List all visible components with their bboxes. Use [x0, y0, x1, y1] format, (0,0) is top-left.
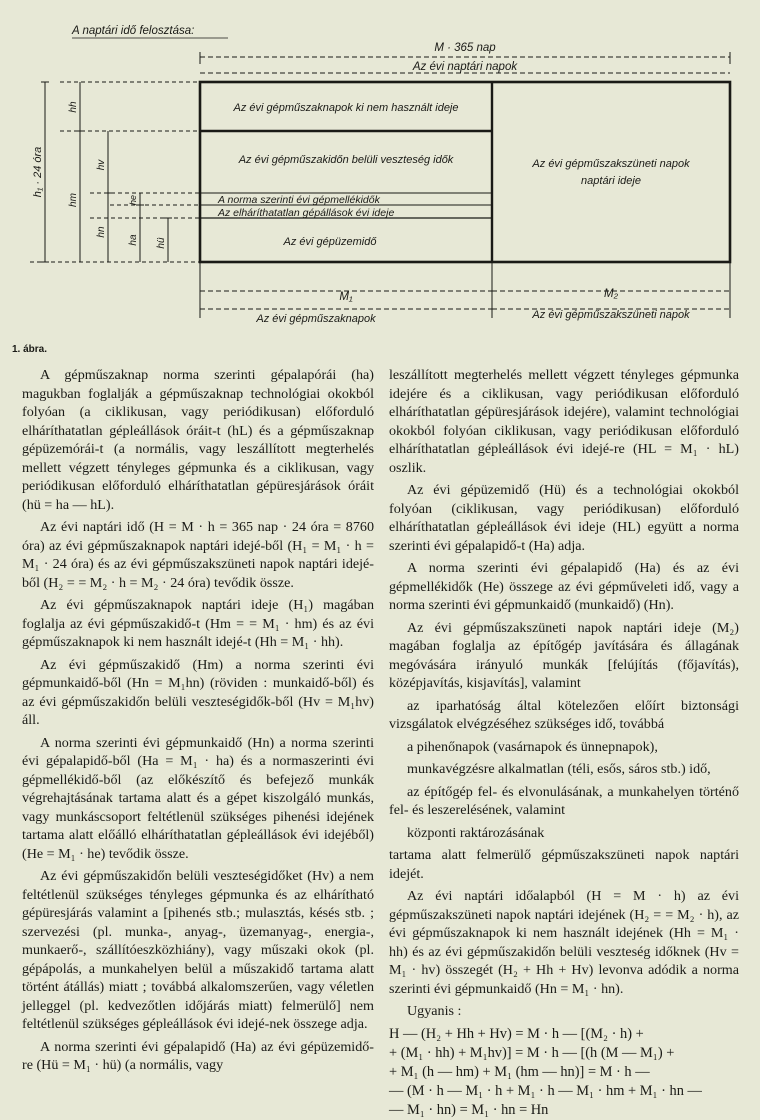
row2-label: Az évi gépműszakidőn belüli veszteség idők [238, 154, 454, 166]
figure-title: A naptári idő felosztása: [72, 25, 195, 37]
right-paragraph: leszállított megterhelés mellett végzett tényleges gépmunka idejére és a ciklikusan, vagy periódikusan előforduló elháríthatatlan gépüresjárások idejére), valamint technológiai okokból folyóan ciklikusan, vagy periódikusan előforduló elháríthatatlan gépleállások évi idejé-re (HL = M₁ · hL) oszlik. [389, 367, 739, 476]
left-paragraph: Az évi gépműszaknapok naptári ideje (H₁) magában foglalja az évi gépműszakidő-t (Hm = = M₁ · hm) és az évi gépműszaknapok ki nem használt idejé-t (Hh = M₁ · hh). [22, 597, 374, 650]
right-paragraph: az iparhatóság által kötelezően előírt biztonsági vizsgálatok elvégzéséhez szükséges idő, továbbá [389, 697, 739, 732]
hv-label: hv [96, 159, 107, 171]
top-total-label: M · 365 nap [434, 42, 496, 54]
left-paragraph: Az évi gépműszakidő (Hm) a norma szerinti évi gépmunkaidő-ből (Hn = M₁hn) (röviden : munkaidő-ből) és az évi gépműszakidőn belüli veszteségidők-ből (Hv = M₁hv) áll. [22, 656, 374, 728]
left-paragraph: A norma szerinti évi gépmunkaidő (Hn) a norma szerinti évi gépalapidő-ből (Ha = M₁ · ha) és a normaszerinti évi gépmellékidő-ből (az előkészítő és befejező munkák végrehajtásának tartama alatt és a gépet kiszolgáló munkás, vagy munkáscsoport feltétlenül szükséges pihenési idejének tartama alatt előálló elháríthatatlan gépleállások évi idejéből) (He = M₁ · he) tevődik össze. [22, 734, 374, 862]
left-paragraph: Az évi naptári idő (H = M · h = 365 nap · 24 óra = 8760 óra) az évi gépműszaknapok naptári idejé-ből (H₁ = M₁ · h = M₁ · 24 óra) és az évi gépműszakszüneti napok naptári idejé-ből (H₂ = = M₂ · h = M₂ · 24 óra) tevődik össze. [22, 519, 374, 591]
right-paragraph: Az évi gépüzemidő (Hü) és a technológiai okokból folyóan (ciklikusan, vagy periódikusan) előforduló elháríthatatlan gépleállások évi ideje (HL) együtt a norma szerinti évi gépalapidő-t (Ha) adja. [389, 482, 739, 554]
row4-label: Az elháríthatatlan gépállások évi ideje [218, 207, 395, 219]
right-paragraph: a pihenőnapok (vasárnapok és ünnepnapok), [407, 738, 658, 755]
formula-line: — M₁ · hn) = M₁ · hn = Hn [389, 1101, 549, 1118]
he-label: he [128, 194, 138, 206]
right-paragraph: központi raktározásának [407, 824, 545, 841]
right-paragraph: az építőgép fel- és elvonulásának, a munkahelyen történő fel- és leszerelésének, valamint [389, 783, 739, 818]
right-box-label-2: naptári ideje [581, 175, 641, 187]
right-paragraph: Az évi gépműszakszüneti napok naptári ideje (M₂) magában foglalja az építőgép javítására és állagának megóvására irányuló munkák [felújítás (főjavítás), középjavítás, kisjavítás], valamint [389, 619, 739, 691]
m1-label: M₁ [339, 291, 353, 303]
right-paragraph: Az évi naptári időalapból (H = M · h) az évi gépműszakszüneti napok naptári idejének (H₂ = = M₂ · h), az évi gépműszaknapok ki nem használt idejének (Hh = M₁ · hh) és az évi gépműszakidőn belüli veszteség időknek (Hv = M₁ · hv) összegét (H₂ + Hh + Hv) levonva adódik a norma szerinti évi gépmunkaidő (Hn = M₁ · hn). [389, 888, 739, 997]
left-paragraph: Az évi gépműszakidőn belüli veszteségidőket (Hv) a nem feltétlenül szükséges tényleges gépmunka és az elhárítható gépüresjárás valamint a [pihenés stb.; mulasztás, késés stb. ; szervezési (pl. munka-, anyag-, üzemanyag-, energia-, munkaerő-, szállítóeszközhiány), vagy műszaki okok (pl. gépápolás, a munkahelyen belül a műszakidő tartama alatt történt átállás) miatt ; továbbá alkalomszerűen, vagy véletlen jelleggel (pl. kedvezőtlen időjárás miatt) felmerülő] nem feltétlenül szükséges gépleállások évi idejé-nek összege adja. [22, 868, 374, 1032]
hh-label: hh [68, 101, 79, 113]
right-paragraph: tartama alatt felmerülő gépműszakszüneti napok naptári idejét. [389, 847, 739, 882]
bottom-right-label: Az évi gépműszakszüneti napok [532, 309, 690, 321]
row5-label: Az évi gépüzemidő [283, 236, 377, 248]
right-box-label-1: Az évi gépműszakszüneti napok [532, 158, 690, 170]
bottom-left-label: Az évi gépműszaknapok [256, 313, 376, 325]
right-paragraph: A norma szerinti évi gépalapidő (Ha) és az évi gépmellékidők (He) összege az évi gépműveleti idő, vagy a norma szerinti évi gépmunkaidő (munkaidő) (Hn). [389, 560, 739, 613]
left-paragraph: A gépműszaknap norma szerinti gépalapórái (ha) magukban foglalják a gépműszaknap technológiai okokból folyóan (a ciklikusan, vagy periódikusan) előforduló elháríthatatlan gépleállások óráit-t (hL) és a gépműszaknap gépüzemórái-t (a normális, vagy leszállított megterhelés mellett végzett tényleges gépmunka és a ciklikusan, vagy periódikusan előforduló elháríthatatlan gépüresjárások óráit (hü = ha — hL). [22, 367, 374, 513]
h1-label: h₁ · 24 óra [32, 146, 44, 198]
right-paragraph: munkavégzésre alkalmatlan (téli, esős, sáros stb.) idő, [407, 761, 711, 777]
formula-line: + (M₁ · hh) + M₁hv)] = M · h — [(h (M — M₁) + [389, 1044, 675, 1061]
hn-label: hn [96, 226, 107, 238]
hu-label: hü [156, 237, 167, 249]
formula-line: H — (H₂ + Hh + Hv) = M · h — [(M₂ · h) + [389, 1025, 644, 1042]
time-allocation-diagram [0, 0, 760, 340]
figure-caption: 1. ábra. [12, 344, 48, 355]
right-column [389, 366, 739, 1120]
row1-label: Az évi gépműszaknapok ki nem használt ideje [233, 102, 459, 114]
left-paragraph: A norma szerinti évi gépalapidő (Ha) az évi gépüzemidő-re (Hü = M₁ · hü) (a normális, vagy [22, 1038, 374, 1073]
formula-line: — (M · h — M₁ · h + M₁ · h — M₁ · hm + M₁ · hn — [389, 1082, 702, 1099]
m2-label: M₂ [604, 288, 618, 300]
ha-label: ha [128, 234, 139, 246]
row3-label: A norma szerinti évi gépmellékidők [218, 194, 380, 206]
hm-label: hm [68, 193, 79, 207]
right-paragraph: Ugyanis : [407, 1003, 462, 1019]
formula-line: + M₁ (h — hm) + M₁ (hm — hn)] = M · h — [389, 1063, 650, 1080]
left-column [22, 366, 374, 1079]
top-naptari-label: Az évi naptári napok [412, 61, 518, 73]
